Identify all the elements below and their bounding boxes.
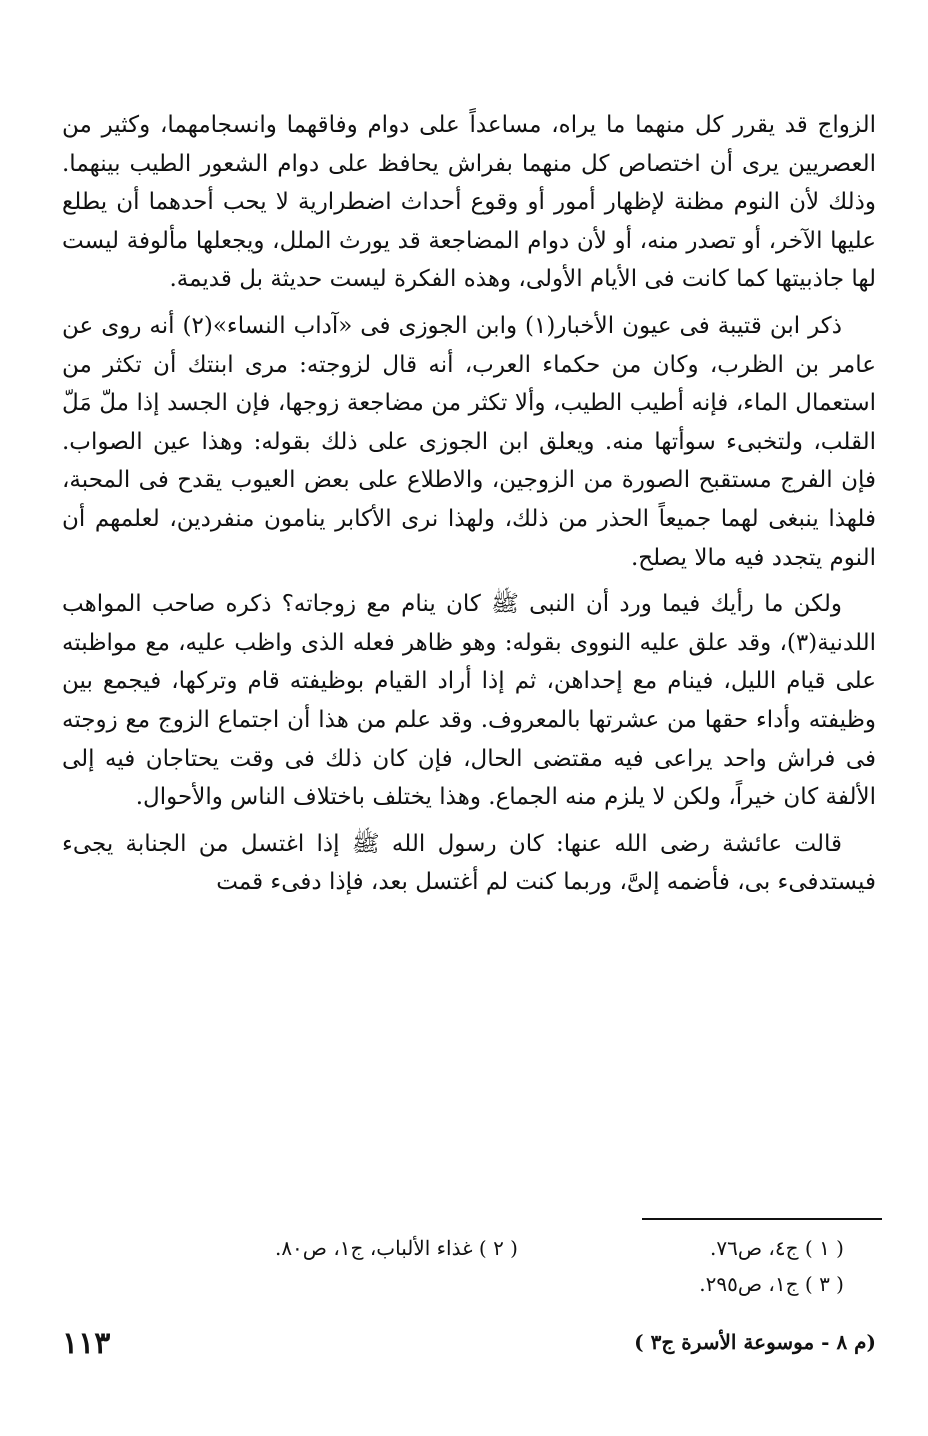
running-title: (م ٨ - موسوعة الأسرة ج٣ ): [634, 1330, 876, 1354]
footnote-1: ( ١ ) ج٤، ص٧٦.: [710, 1236, 844, 1260]
footnote-2: ( ٢ ) غذاء الألباب، ج١، ص٨٠.: [274, 1236, 518, 1260]
paragraph-4: قالت عائشة رضى الله عنها: كان رسول الله ﷺ إذا اغتسل من الجنابة يجىء فيستدفىء بى، فأضمه إلىَّ، وربما كنت لم أغتسل بعد، فإذا دفىء قمت: [62, 830, 876, 896]
paragraph-1: الزواج قد يقرر كل منهما ما يراه، مساعداً على دوام وفاقهما وانسجامهما، وكثير من العصريين يرى أن اختصاص كل منهما بفراش يحافظ على دوام الشعور الطيب بينهما. وذلك لأن النوم مظنة لإظهار أمور أو وقوع أحداث اضطرارية لا يحب أحدهما أن يطلع عليها الآخر، أو تصدر منه، أو لأن دوام المضاجعة قد يورث الملل، ويجعلها مألوفة ليست لها جاذبيتها كما كانت فى الأيام الأولى، وهذه الفكرة ليست حديثة بل قديمة.: [62, 112, 876, 293]
page-footer: [62, 1326, 876, 1370]
page-number: ١١٣: [62, 1326, 111, 1361]
footnote-separator: [642, 1218, 882, 1220]
paragraph-2: ذكر ابن قتيبة فى عيون الأخبار(١) وابن الجوزى فى «آداب النساء»(٢) أنه روى عن عامر بن الظرب، وكان من حكماء العرب، أنه قال لزوجته: مرى ابنتك أن تكثر من استعمال الماء، فإنه أطيب الطيب، وألا تكثر من مضاجعة زوجها، فإن الجسد إذا ملّ مَلّ القلب، ولتخبىء سوأتها منه. ويعلق ابن الجوزى على ذلك بقوله: وهذا عين الصواب. فإن الفرج مستقبح الصورة من الزوجين، والاطلاع على بعض العيوب يقدح فى المحبة، فلهذا ينبغى لهما جميعاً الحذر من ذلك، ولهذا نرى الأكابر ينامون منفردين، لعلمهم أن النوم يتجدد فيه مالا يصلح.: [62, 312, 876, 571]
footnotes: [62, 1236, 876, 1306]
paragraph-3: ولكن ما رأيك فيما ورد أن النبى ﷺ كان ينام مع زوجاته؟ ذكره صاحب المواهب اللدنية(٣)، وقد علق عليه النووى بقوله: وهو ظاهر فعله الذى واظب عليه، مع مواظبته على قيام الليل، فينام مع إحداهن، ثم إذا أراد القيام بوظيفته قام وتركها، فيجمع بين وظيفته وأداء حقها من عشرتها بالمعروف. وقد علم من هذا أن اجتماع الزوج مع زوجته فى فراش واحد يراعى فيه مقتضى الحال، فإن كان ذلك فى وقت يحتاجان فيه إلى الألفة كان خيراً، ولكن لا يلزم منه الجماع. وهذا يختلف باختلاف الناس والأحوال.: [62, 591, 876, 811]
footnote-3: ( ٣ ) ج١، ص٢٩٥.: [699, 1272, 844, 1296]
main-text-block: [62, 106, 876, 902]
